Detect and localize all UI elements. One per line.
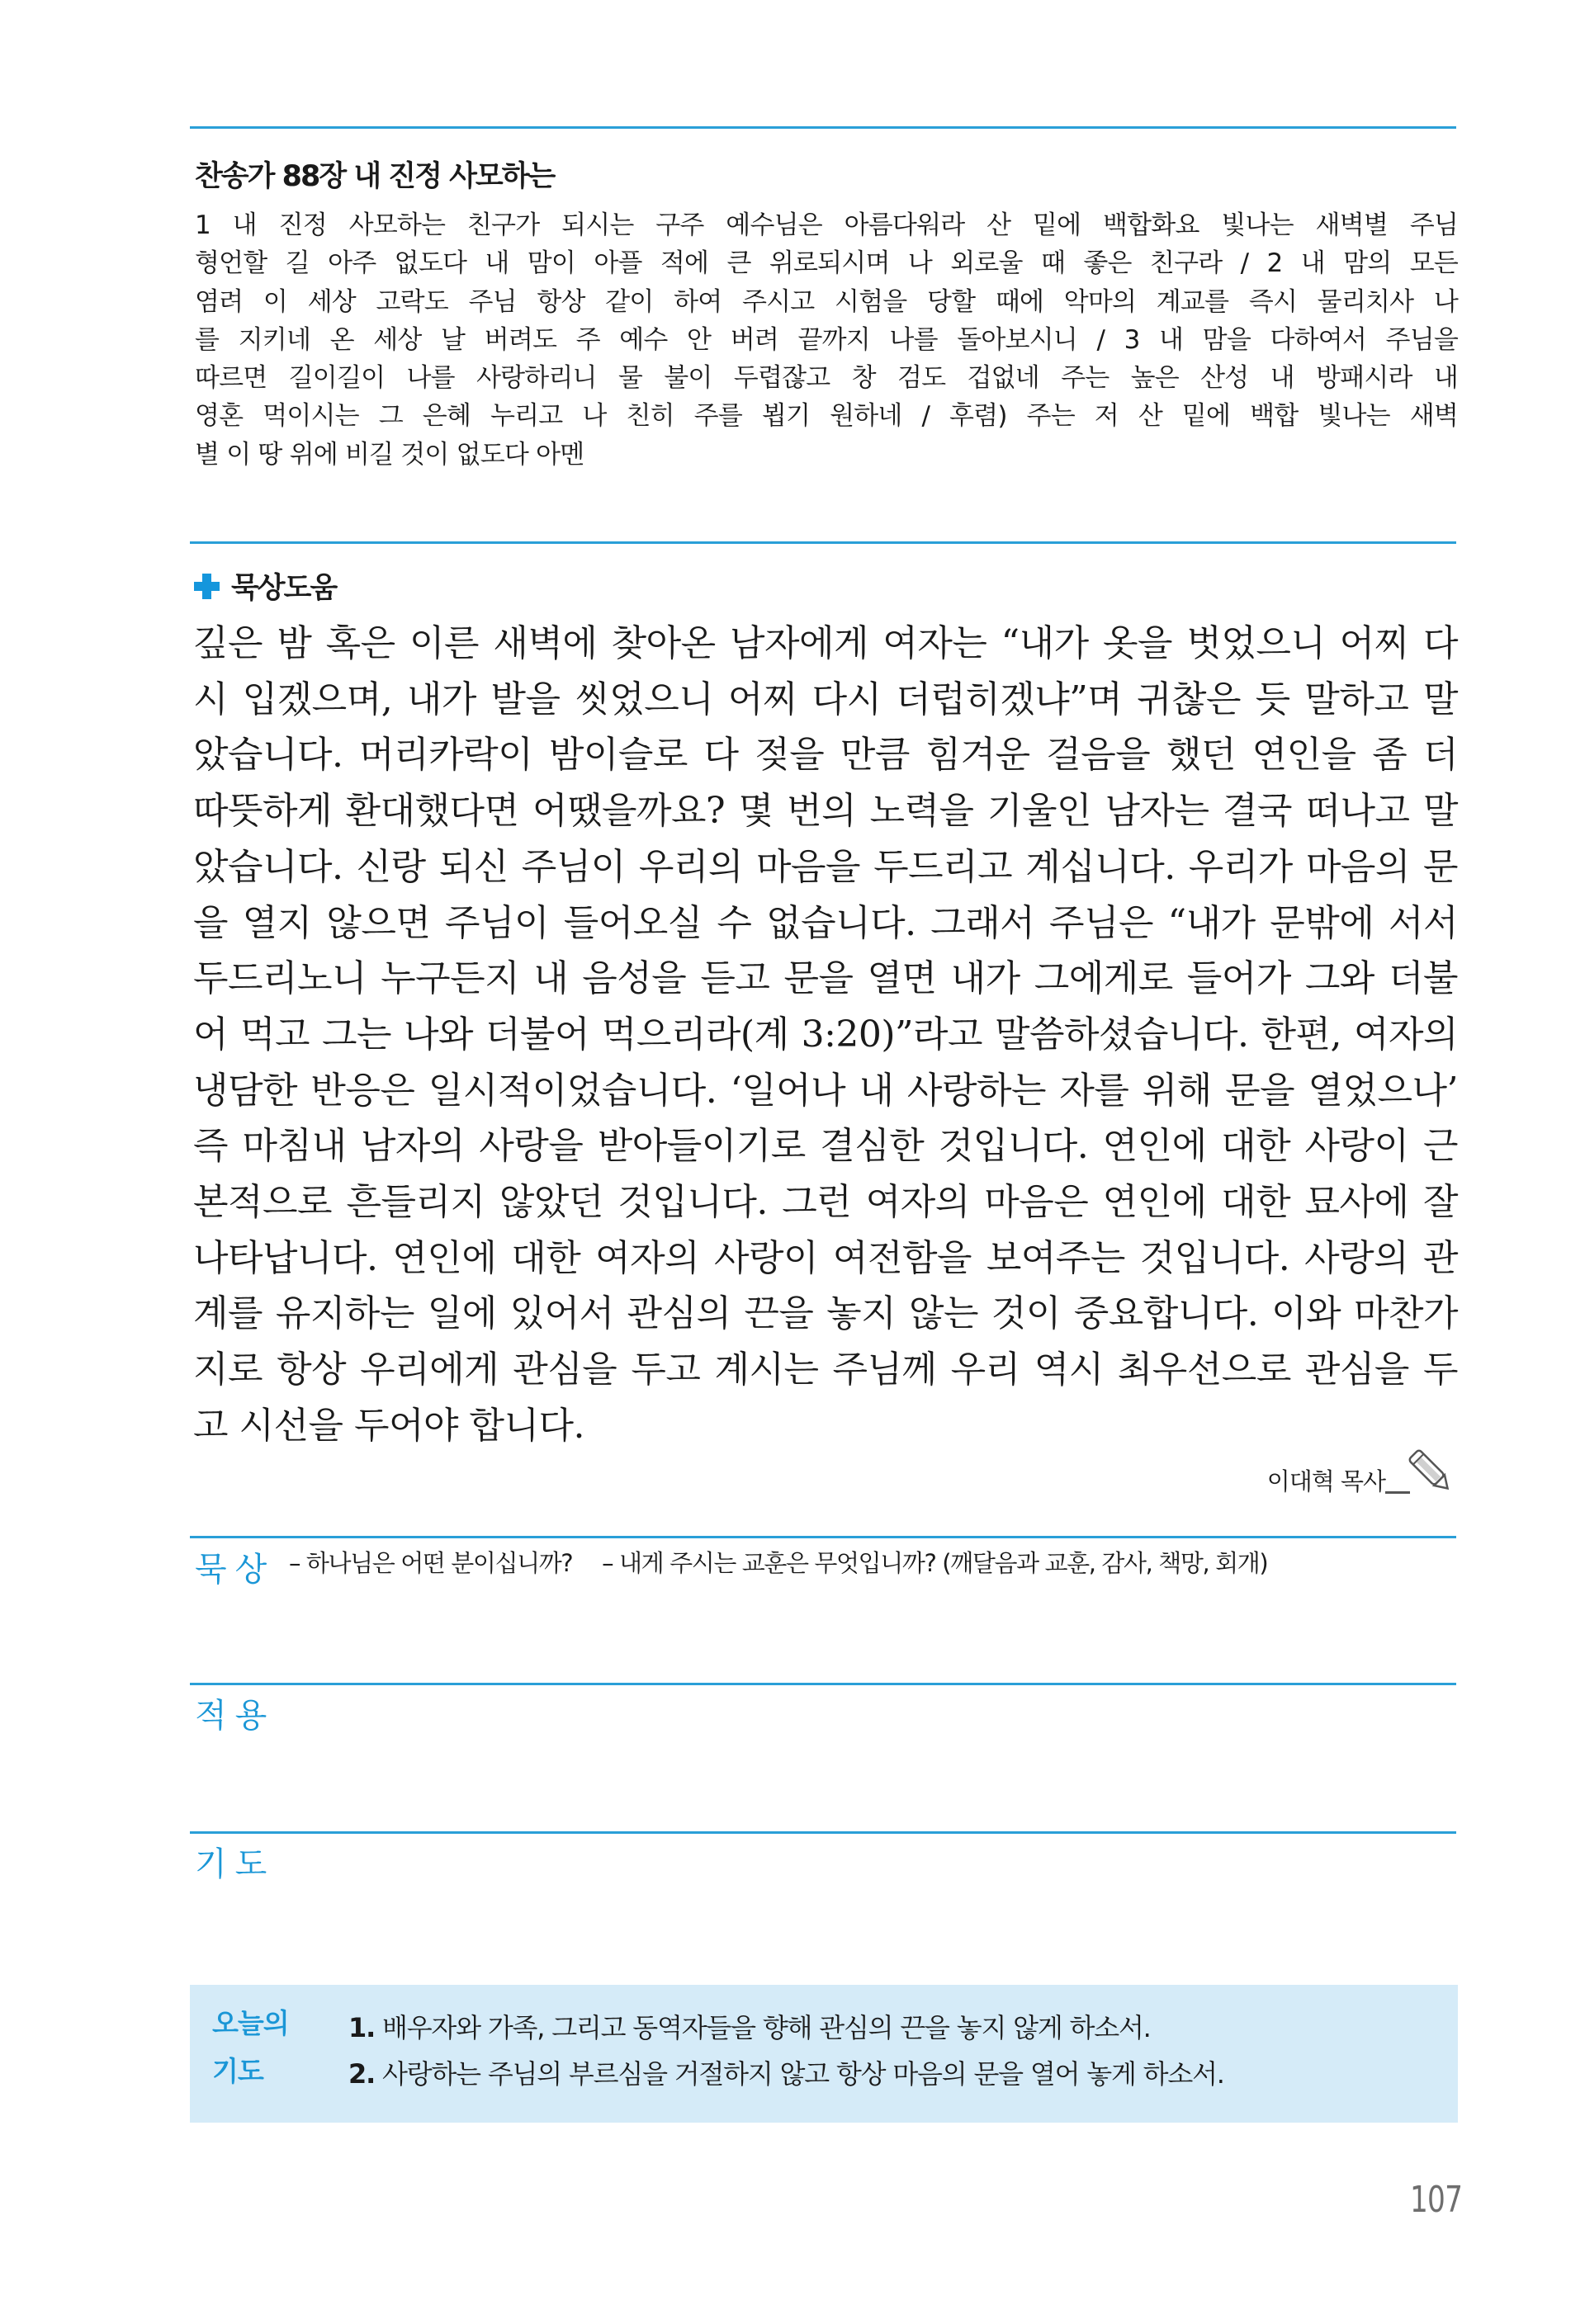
hymn-lyrics: [195, 206, 1458, 474]
meditation-questions: [289, 1545, 1290, 1579]
body-line: 을 열지 않으면 주님이 들어오실 수 없습니다. 그래서 주님은 “내가 문밖에 서서: [193, 901, 1458, 944]
prayer-items: [348, 2005, 1224, 2097]
body-line: 냉담한 반응은 일시적이었습니다. ‘일어나 내 사랑하는 자를 위해 문을 열었으나’: [193, 1069, 1458, 1112]
hymn-divider: [190, 541, 1456, 544]
body-line: 지로 항상 우리에게 관심을 두고 계시는 주님께 우리 역시 최우선으로 관심을 두: [193, 1349, 1458, 1391]
todays-prayer-label-line2: 기도: [212, 2055, 263, 2087]
pencil-icon: [1405, 1446, 1456, 1497]
application-writing-area[interactable]: [190, 1737, 1456, 1824]
application-label: 적용: [195, 1697, 276, 1735]
prayer-item-text: 배우자와 가족, 그리고 동역자들을 향해 관심의 끈을 놓지 않게 하소서.: [375, 2012, 1151, 2043]
prayer-label: 기도: [195, 1845, 276, 1883]
prayer-item: [348, 2005, 1224, 2051]
prayer-divider: [190, 1831, 1456, 1834]
question-2: – 내게 주시는 교훈은 무엇입니까? (깨달음과 교훈, 감사, 책망, 회개): [602, 1549, 1268, 1577]
meditation-writing-area[interactable]: [190, 1593, 1456, 1675]
todays-prayer-label: [212, 2000, 289, 2095]
prayer-item: [348, 2051, 1224, 2097]
body-line: 본적으로 흔들리지 않았던 것입니다. 그런 여자의 마음은 연인에 대한 묘사에 잘: [193, 1181, 1458, 1224]
body-line: 았습니다. 신랑 되신 주님이 우리의 마음을 두드리고 계십니다. 우리가 마음의 문: [193, 845, 1458, 888]
prayer-item-number: 1.: [348, 2012, 376, 2043]
page-number: 107: [1410, 2179, 1463, 2221]
body-line: 즉 마침내 남자의 사랑을 받아들이기로 결심한 것입니다. 연인에 대한 사랑이 근: [193, 1125, 1458, 1168]
body-line: 어 먹고 그는 나와 더불어 먹으리라(계 3:20)”라고 말씀하셨습니다. 한편, 여자의: [193, 1013, 1458, 1056]
body-line: 나타납니다. 연인에 대한 여자의 사랑이 여전함을 보여주는 것입니다. 사랑의 관: [193, 1236, 1458, 1279]
hymn-line: 염려 이 세상 고락도 주님 항상 같이 하여 주시고 시험을 당할 때에 악마의 계교를 즉시 물리치사 나: [195, 286, 1458, 317]
application-divider: [190, 1683, 1456, 1685]
meditation-help-title: 묵상도움: [231, 572, 337, 605]
prayer-item-number: 2.: [348, 2058, 376, 2090]
prayer-item-text: 사랑하는 주님의 부르심을 거절하지 않고 항상 마음의 문을 열어 놓게 하소서.: [375, 2058, 1224, 2090]
todays-prayer-label-line1: 오늘의: [212, 2007, 289, 2039]
meditation-divider: [190, 1536, 1456, 1538]
body-line: 고 시선을 두어야 합니다.: [193, 1404, 584, 1447]
meditation-label: 묵상: [195, 1551, 276, 1589]
hymn-line: 별 이 땅 위에 비길 것이 없도다 아멘: [195, 439, 584, 470]
hymn-line: 형언할 길 아주 없도다 내 맘이 아플 적에 큰 위로되시며 나 외로울 때 좋은 친구라 / 2 내 맘의 모든: [195, 248, 1458, 279]
meditation-help-body: [193, 616, 1458, 1454]
hymn-line: 따르면 길이길이 나를 사랑하리니 물 불이 두렵잖고 창 검도 겁없네 주는 높은 산성 내 방패시라 내: [195, 363, 1458, 394]
question-1: – 하나님은 어떤 분이십니까?: [289, 1549, 573, 1577]
body-line: 계를 유지하는 일에 있어서 관심의 끈을 놓지 않는 것이 중요합니다. 이와 마찬가: [193, 1292, 1458, 1335]
plus-icon: [194, 574, 220, 599]
body-line: 았습니다. 머리카락이 밤이슬로 다 젖을 만큼 힘겨운 걸음을 했던 연인을 좀 더: [193, 734, 1458, 777]
author-name: 이대혁 목사: [1266, 1467, 1385, 1495]
body-line: 따뜻하게 환대했다면 어땠을까요? 몇 번의 노력을 기울인 남자는 결국 떠나고 말: [193, 790, 1458, 833]
body-line: 두드리노니 누구든지 내 음성을 듣고 문을 열면 내가 그에게로 들어가 그와 더불: [193, 957, 1458, 1000]
author-signature: [1267, 1446, 1456, 1497]
body-line: 시 입겠으며, 내가 발을 씻었으니 어찌 다시 더럽히겠냐”며 귀찮은 듯 말하고 말: [193, 678, 1458, 720]
hymn-line: 영혼 먹이시는 그 은혜 누리고 나 친히 주를 뵙기 원하네 / 후렴) 주는 저 산 밑에 백합 빛나는 새벽: [195, 401, 1458, 432]
prayer-writing-area[interactable]: [190, 1886, 1456, 1977]
todays-prayer-box: [190, 1985, 1458, 2123]
meditation-help-heading: [194, 568, 336, 604]
hymn-title: 찬송가 88장 내 진정 사모하는: [195, 160, 555, 193]
body-line: 깊은 밤 혹은 이른 새벽에 찾아온 남자에게 여자는 “내가 옷을 벗었으니 어찌 다: [193, 622, 1458, 664]
top-divider: [190, 126, 1456, 129]
hymn-line: 1 내 진정 사모하는 친구가 되시는 구주 예수님은 아름다워라 산 밑에 백합화요 빛나는 새벽별 주님: [195, 210, 1458, 240]
hymn-line: 를 지키네 온 세상 날 버려도 주 예수 안 버려 끝까지 나를 돌아보시니 / 3 내 맘을 다하여서 주님을: [195, 324, 1458, 355]
